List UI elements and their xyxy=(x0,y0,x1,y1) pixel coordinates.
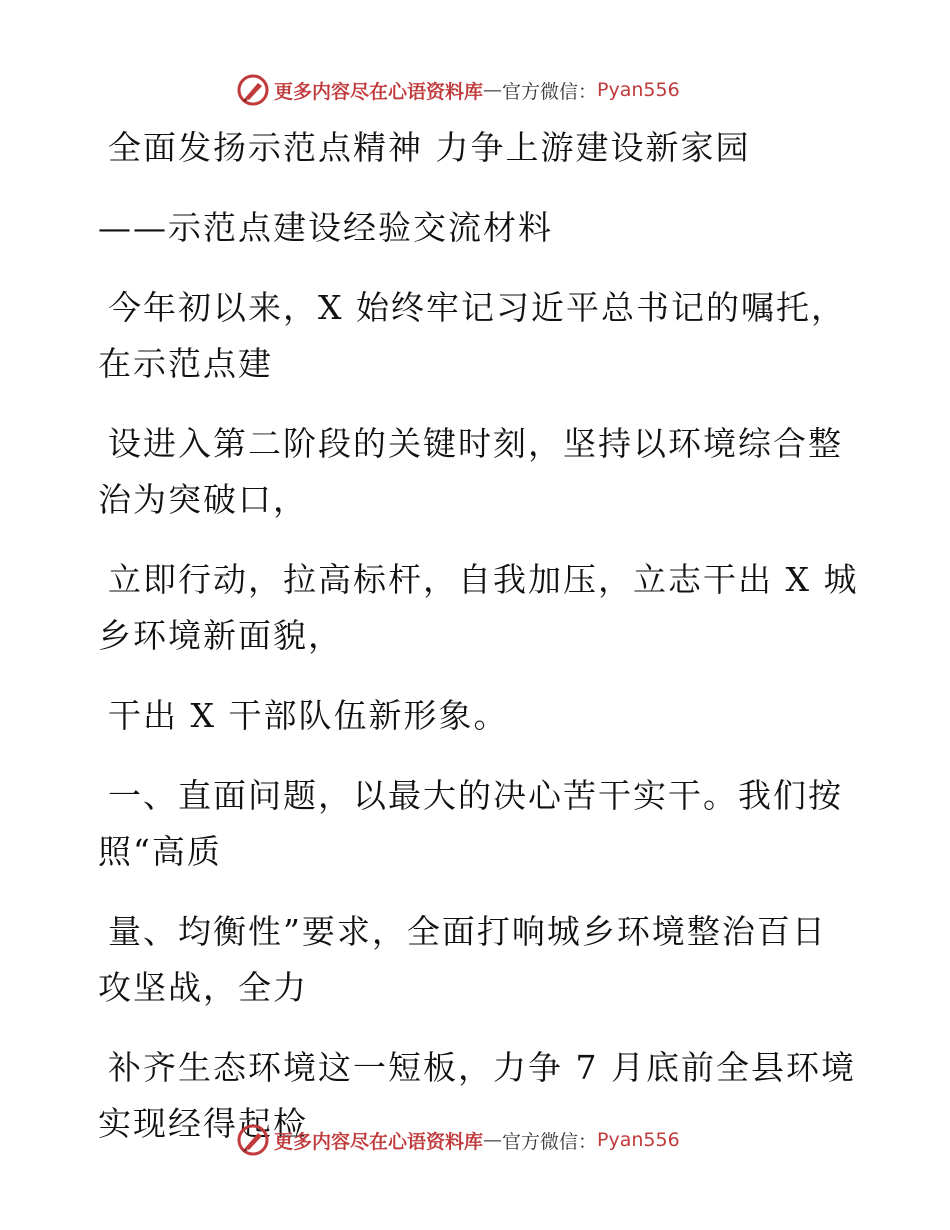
watermark-wechat-label: 官方微信： xyxy=(502,80,598,103)
paragraph-line: 攻坚战，全力 xyxy=(98,968,308,1007)
paragraph-line: 一、直面问题，以最大的决心苦干实干。我们按 xyxy=(108,776,843,815)
pen-logo-icon xyxy=(236,1123,270,1157)
footer-watermark-banner xyxy=(236,1122,680,1158)
paragraph-line: 在示范点建 xyxy=(98,344,273,383)
paragraph-line: 乡环境新面貌， xyxy=(98,616,343,655)
watermark-wechat-id: Pyan556 xyxy=(597,1129,680,1151)
paragraph-line: 量、均衡性”要求，全面打响城乡环境整治百日 xyxy=(108,912,827,951)
paragraph-line: 实现经得起检 xyxy=(98,1104,308,1143)
watermark-separator: — xyxy=(483,1129,503,1151)
header-watermark-banner xyxy=(236,72,680,108)
paragraph-line: 设进入第二阶段的关键时刻，坚持以环境综合整 xyxy=(108,424,843,463)
paragraph-line: 补齐生态环境这一短板，力争 7 月底前全县环境 xyxy=(108,1048,856,1087)
pen-logo-icon xyxy=(236,73,270,107)
document-title: 全面发扬示范点精神 力争上游建设新家园 xyxy=(108,128,751,167)
watermark-wechat-id: Pyan556 xyxy=(597,79,680,101)
watermark-separator: — xyxy=(483,79,503,101)
paragraph-line: 照“高质 xyxy=(98,832,222,871)
paragraph-line: 立即行动，拉高标杆，自我加压，立志干出 X 城 xyxy=(108,560,859,599)
watermark-slogan: 更多内容尽在心语资料库 xyxy=(274,1130,484,1153)
watermark-slogan: 更多内容尽在心语资料库 xyxy=(274,80,484,103)
paragraph-line: 今年初以来，X 始终牢记习近平总书记的嘱托， xyxy=(108,288,846,327)
watermark-wechat-label: 官方微信： xyxy=(502,1130,598,1153)
paragraph-line: 治为突破口， xyxy=(98,480,308,519)
document-subtitle: ——示范点建设经验交流材料 xyxy=(98,208,553,247)
paragraph-line: 干出 X 干部队伍新形象。 xyxy=(108,696,509,735)
document-body xyxy=(98,120,858,1152)
